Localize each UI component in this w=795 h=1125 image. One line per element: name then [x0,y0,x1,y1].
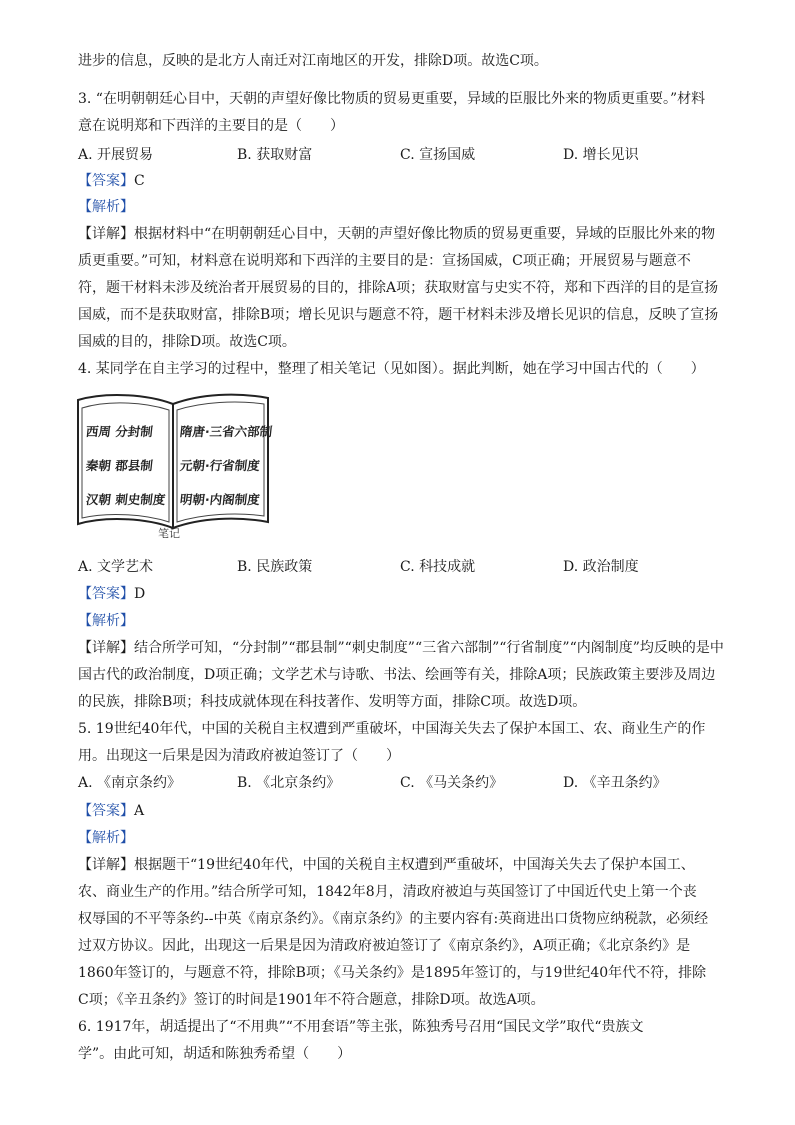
q3-analysis-label: 【解析】 [78,199,134,215]
q5-option-d: D. 《辛丑条约》 [563,775,667,791]
q3-option-d: D. 增长见识 [563,147,639,163]
q4-analysis-label: 【解析】 [78,613,134,629]
notebook-right-entry: 隋唐·三省六部制 [179,424,273,439]
notebook-left-entry: 汉朝 刺史制度 [85,492,167,507]
answer-label: 【答案】 [78,173,134,189]
question-3-stem-cont: 意在说明郑和下西洋的主要目的是（ ） [78,118,344,134]
q3-detail: 符，题干材料未涉及统治者开展贸易的目的，排除A项；获取财富与史实不符，郑和下西洋的目的是宣扬 [78,280,719,296]
q4-option-a: A. 文学艺术 [78,559,154,575]
q5-detail: 1860年签订的，与题意不符，排除B项；《马关条约》是1895年签订的，与19世纪40年代不符，排除 [78,965,707,981]
q3-option-c: C. 宣扬国威 [400,147,476,163]
question-6-stem-cont: 学”。由此可知，胡适和陈独秀希望（ ） [78,1046,352,1062]
q5-detail: C项；《辛丑条约》签订的时间是1901年不符合题意，排除D项。故选A项。 [78,992,545,1008]
q5-detail: 农、商业生产的作用。”结合所学可知，1842年8月，清政府被迫与英国签订了中国近代史上第一个丧 [78,884,697,900]
q5-option-a: A. 《南京条约》 [78,775,182,791]
answer-label: 【答案】 [78,586,134,602]
q4-option-b: B. 民族政策 [237,559,313,575]
notebook-caption: 笔记 [158,527,180,540]
q4-answer [78,585,728,603]
q5-detail: 权辱国的不平等条约--中英《南京条约》。《南京条约》的主要内容有:英商进出口货物应纳税款，必须经 [78,911,709,927]
q4-option-d: D. 政治制度 [563,559,639,575]
q4-detail: 国古代的政治制度，D项正确；文学艺术与诗歌、书法、绘画等有关，排除A项；民族政策主要涉及周边 [78,667,716,683]
answer-value: C [134,173,145,189]
notebook-left-entry: 西周 分封制 [85,424,154,439]
question-5-stem-cont: 用。出现这一后果是因为清政府被迫签订了（ ） [78,748,400,764]
question-3-stem: 3. “在明朝朝廷心目中，天朝的声望好像比物质的贸易更重要，异域的臣服比外来的物质更重要。”材料 [78,91,706,107]
answer-label: 【答案】 [78,803,134,819]
notebook-figure [76,388,272,540]
question-6-stem: 6. 1917年，胡适提出了“不用典”“不用套语”等主张，陈独秀号召用“国民文学”取代“贵族文 [78,1019,644,1035]
q5-detail: 【详解】根据题干“19世纪40年代，中国的关税自主权遭到严重破坏，中国海关失去了保护本国工、 [78,857,695,873]
q5-answer [78,802,728,820]
q3-detail: 国威的目的，排除D项。故选C项。 [78,334,296,350]
question-5-stem: 5. 19世纪40年代，中国的关税自主权遭到严重破坏，中国海关失去了保护本国工、农、商业生产的作 [78,721,706,737]
notebook-right-entry: 明朝·内阁制度 [179,492,261,507]
answer-value: D [134,586,146,602]
q3-detail: 【详解】根据材料中“在明朝朝廷心目中，天朝的声望好像比物质的贸易更重要，异域的臣服比外来的物 [78,226,716,242]
q3-detail: 质更重要。”可知，材料意在说明郑和下西洋的主要目的是：宣扬国威，C项正确；开展贸易与题意不 [78,253,691,269]
notebook-left-entry: 秦朝 郡县制 [85,458,154,473]
q5-option-b: B. 《北京条约》 [237,775,341,791]
q5-detail: 过双方协议。因此，出现这一后果是因为清政府被迫签订了《南京条约》，A项正确；《北京条约》是 [78,938,691,954]
q4-detail: 的民族，排除B项；科技成就体现在科技著作、发明等方面，排除C项。故选D项。 [78,694,587,710]
q3-option-b: B. 获取财富 [237,147,313,163]
question-4-stem: 4. 某同学在自主学习的过程中，整理了相关笔记（见如图）。据此判断，她在学习中国古代的（ ） [78,361,705,377]
q3-detail: 国威，而不是获取财富，排除B项；增长见识与题意不符，题干材料未涉及增长见识的信息，反映了宣扬 [78,307,719,323]
q4-option-c: C. 科技成就 [400,559,476,575]
notebook-right-entry: 元朝·行省制度 [179,458,261,473]
answer-value: A [134,803,145,819]
q5-option-c: C. 《马关条约》 [400,775,504,791]
q4-detail: 【详解】结合所学可知，“分封制”“郡县制”“刺史制度”“三省六部制”“行省制度”“内阁制度”均反映的是中 [78,640,724,656]
text-line: 进步的信息，反映的是北方人南迁对江南地区的开发，排除D项。故选C项。 [78,53,548,69]
q3-option-a: A. 开展贸易 [78,147,154,163]
q3-answer [78,172,728,190]
q5-analysis-label: 【解析】 [78,830,134,846]
